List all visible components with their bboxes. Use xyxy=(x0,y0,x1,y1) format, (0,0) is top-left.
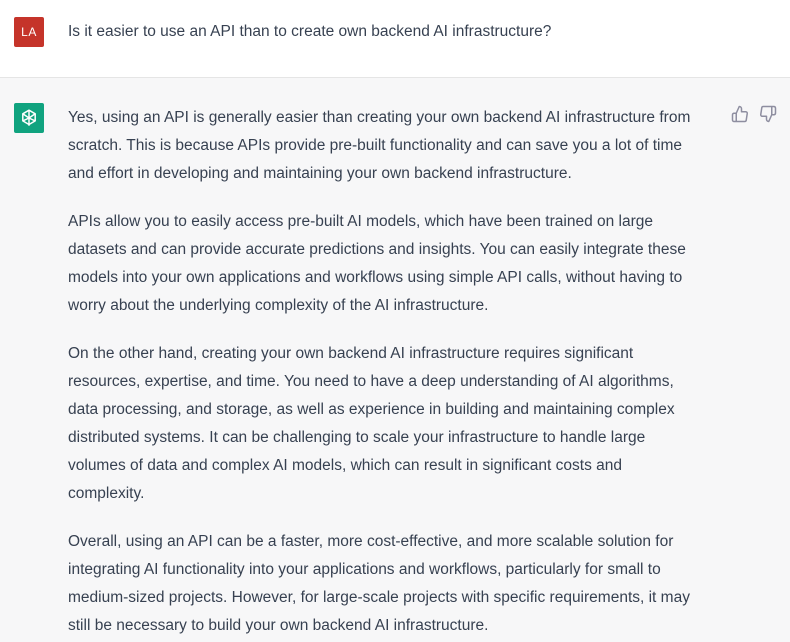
user-avatar: LA xyxy=(14,17,44,47)
assistant-message-row xyxy=(0,78,790,642)
thumbs-up-icon xyxy=(731,105,749,123)
assistant-response xyxy=(68,104,718,642)
thumbs-down-button[interactable] xyxy=(759,105,777,123)
thumbs-down-icon xyxy=(759,105,777,123)
user-message-row xyxy=(0,0,790,78)
user-message-text: Is it easier to use an API than to create own backend AI infrastructure? xyxy=(68,23,552,40)
response-paragraph: APIs allow you to easily access pre-built AI models, which have been trained on large datasets and can provide accurate predictions and insights. You can easily integrate these models into your own applications and workflows using simple API calls, without having to worry about the underlying complexity of the AI infrastructure. xyxy=(68,213,686,314)
response-paragraph: Overall, using an API can be a faster, more cost-effective, and more scalable solution for integrating AI functionality into your applications and workflows, particularly for small to medium-sized projects. However, for large-scale projects with specific requirements, it may still be necessary to build your own backend AI infrastructure. xyxy=(68,533,690,634)
openai-logo-icon xyxy=(19,108,39,128)
thumbs-up-button[interactable] xyxy=(731,105,749,123)
response-paragraph: On the other hand, creating your own backend AI infrastructure requires significant resources, expertise, and time. You need to have a deep understanding of AI algorithms, data processing, and storage, as well as experience in building and maintaining complex distributed systems. It can be challenging to scale your infrastructure to handle large volumes of data and complex AI models, which can result in significant costs and complexity. xyxy=(68,345,675,502)
assistant-avatar xyxy=(14,103,44,133)
response-paragraph: Yes, using an API is generally easier than creating your own backend AI infrastructure from scratch. This is because APIs provide pre-built functionality and can save you a lot of time and effort in developing and maintaining your own backend infrastructure. xyxy=(68,109,691,182)
